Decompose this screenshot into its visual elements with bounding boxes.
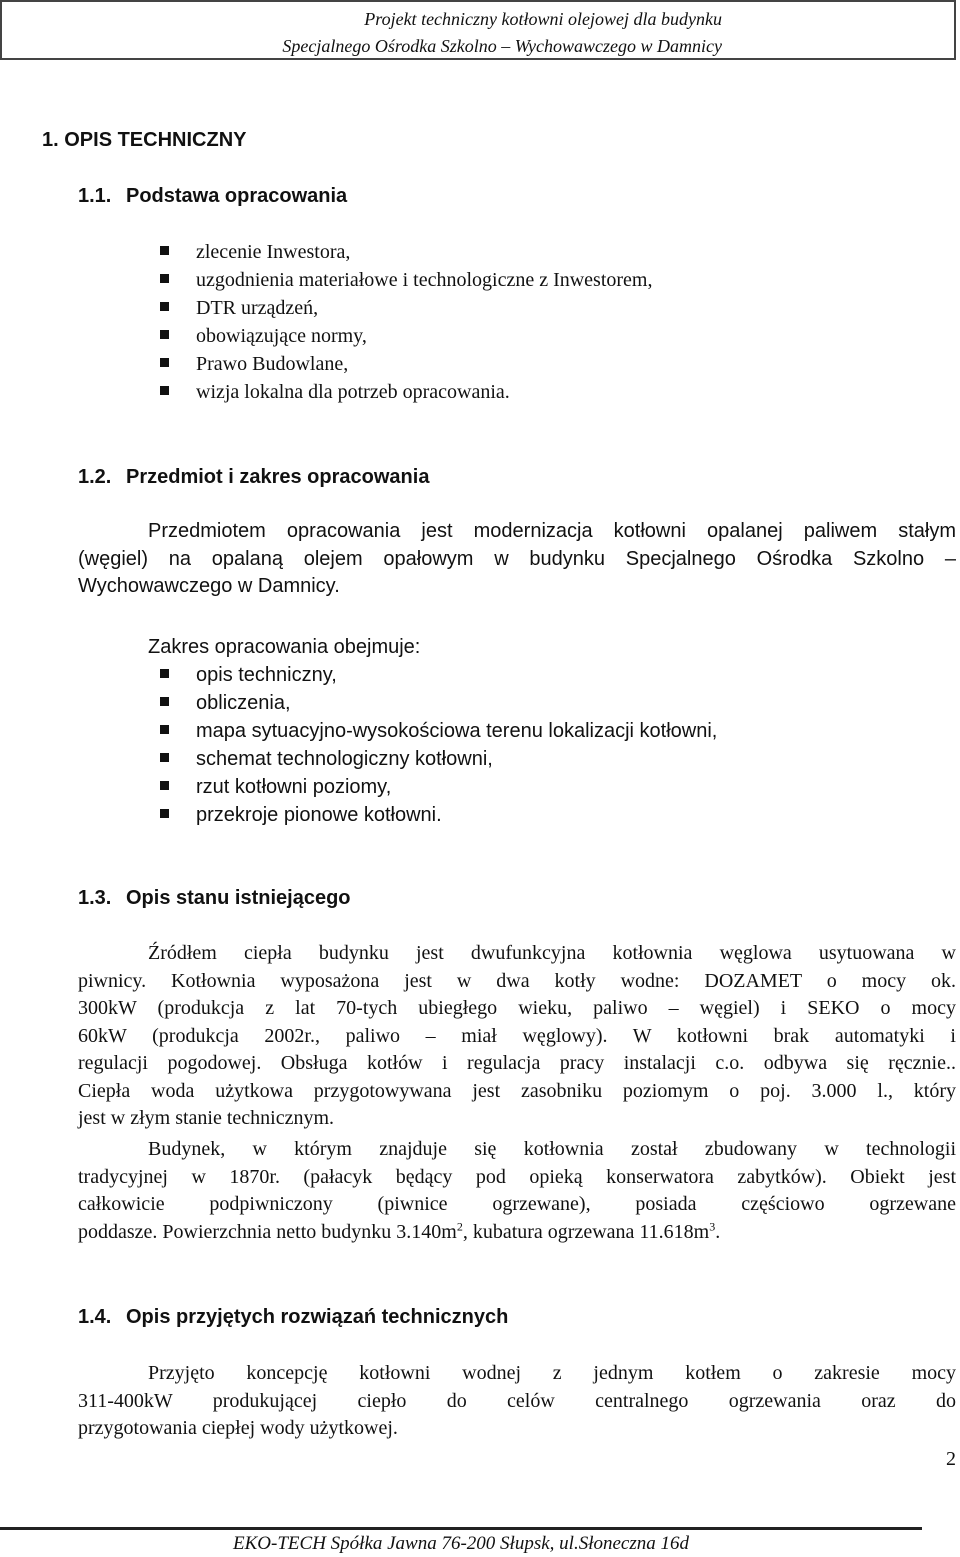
list-item-text: obliczenia, [196,692,291,714]
square-bullet-icon [160,669,169,678]
paragraph-line: 311-400kW produkującej ciepło do celów centralnego ogrzewania oraz do [78,1389,956,1412]
paragraph-line: 60kW (produkcja 2002r., paliwo – miał węglowy). W kotłowni brak automatyki i [78,1024,956,1047]
section-1-2-title: Przedmiot i zakres opracowania [126,466,430,488]
square-bullet-icon [160,330,169,339]
paragraph-line: jest w złym stanie technicznym. [78,1107,335,1129]
section-1-3-paragraph-1 [78,940,956,1133]
paragraph-line: 300kW (produkcja z lat 70-tych ubiegłego wieku, paliwo – węgiel) i SEKO o mocy [78,997,956,1019]
section-1-2-paragraph [78,518,956,601]
section-1-1-number: 1.1. [78,185,112,207]
paragraph-line: piwnicy. Kotłownia wyposażona jest w dwa kotły wodne: DOZAMET o mocy ok. [78,969,956,992]
header-line-2: Specjalnego Ośrodka Szkolno – Wychowawczego w Damnicy [282,36,722,56]
paragraph-line: tradycyjnej w 1870r. (pałacyk będący pod opieką konserwatora zabytków). Obiekt jest [78,1165,956,1188]
paragraph-line: przygotowania ciepłej wody użytkowej. [78,1417,398,1439]
paragraph-line: (węgiel) na opalaną olejem opałowym w budynku Specjalnego Ośrodka Szkolno – [78,547,956,570]
scope-intro: Zakres opracowania obejmuje: [148,636,421,658]
list-item-text: zlecenie Inwestora, [196,241,351,263]
square-bullet-icon [160,809,169,818]
list-item-text: opis techniczny, [196,664,337,686]
paragraph-line: Budynek, w którym znajduje się kotłownia został zbudowany w technologii [148,1138,956,1160]
paragraph-line: regulacji pogodowej. Obsługa kotłów i regulacja pracy instalacji c.o. odbywa się ręcznie.. [78,1052,956,1074]
section-1-4-paragraph [78,1360,956,1443]
section-1-4-heading [78,1303,508,1331]
square-bullet-icon [160,725,169,734]
volume-text: , kubatura ogrzewana 11.618m [462,1220,710,1243]
section-1-1-title: Podstawa opracowania [126,185,348,207]
square-bullet-icon [160,246,169,255]
page-header [0,0,956,60]
section-1-3-title: Opis stanu istniejącego [126,887,351,909]
superscript: 3 [709,1218,716,1233]
paragraph-line: Wychowawczego w Damnicy. [78,575,340,597]
paragraph-line [78,1219,956,1247]
header-line-1: Projekt techniczny kotłowni olejowej dla budynku [364,9,722,29]
section-1-2-number: 1.2. [78,466,112,488]
section-1-2-heading [78,463,429,491]
list-item-text: obowiązujące normy, [196,325,367,347]
section-1-1-heading [78,182,347,210]
list-item-text: wizja lokalna dla potrzeb opracowania. [196,381,510,403]
section-1-3-paragraph-2 [78,1136,956,1246]
list-item-text: DTR urządzeń, [196,297,319,319]
list-item-text: Prawo Budowlane, [196,353,349,375]
footer-rule [0,1527,922,1530]
square-bullet-icon [160,358,169,367]
section-1-3-number: 1.3. [78,887,112,909]
section-1-3-heading [78,884,351,912]
section-1-4-title: Opis przyjętych rozwiązań technicznych [126,1306,509,1328]
list-item-text: przekroje pionowe kotłowni. [196,804,442,826]
period: . [715,1220,721,1243]
square-bullet-icon [160,274,169,283]
square-bullet-icon [160,386,169,395]
list-item-text: uzgodnienia materiałowe i technologiczne z Inwestorem, [196,269,653,291]
paragraph-line: Przyjęto koncepcję kotłowni wodnej z jednym kotłem o zakresie mocy [148,1362,956,1384]
section-title: 1. OPIS TECHNICZNY [42,129,247,151]
square-bullet-icon [160,781,169,790]
square-bullet-icon [160,697,169,706]
page-number: 2 [946,1448,956,1470]
area-text: poddasze. Powierzchnia netto budynku 3.140m [78,1220,457,1243]
list-item-text: rzut kotłowni poziomy, [196,776,392,798]
paragraph-line: całkowicie podpiwniczony (piwnice ogrzewane), posiada częściowo ogrzewane [78,1193,956,1215]
square-bullet-icon [160,753,169,762]
page-footer: EKO-TECH Spółka Jawna 76-200 Słupsk, ul.Słoneczna 16d [233,1533,689,1554]
paragraph-line: Ciepła woda użytkowa przygotowywana jest zasobniku poziomym o poj. 3.000 l., który [78,1079,956,1102]
section-1-4-number: 1.4. [78,1306,112,1328]
list-item-text: mapa sytuacyjno-wysokościowa terenu lokalizacji kotłowni, [196,720,718,742]
list-item-text: schemat technologiczny kotłowni, [196,748,493,770]
superscript: 2 [456,1218,463,1233]
paragraph-line: Źródłem ciepła budynku jest dwufunkcyjna kotłownia węglowa usytuowana w [148,942,956,964]
paragraph-line: Przedmiotem opracowania jest modernizacja kotłowni opalanej paliwem stałym [148,520,956,542]
square-bullet-icon [160,302,169,311]
